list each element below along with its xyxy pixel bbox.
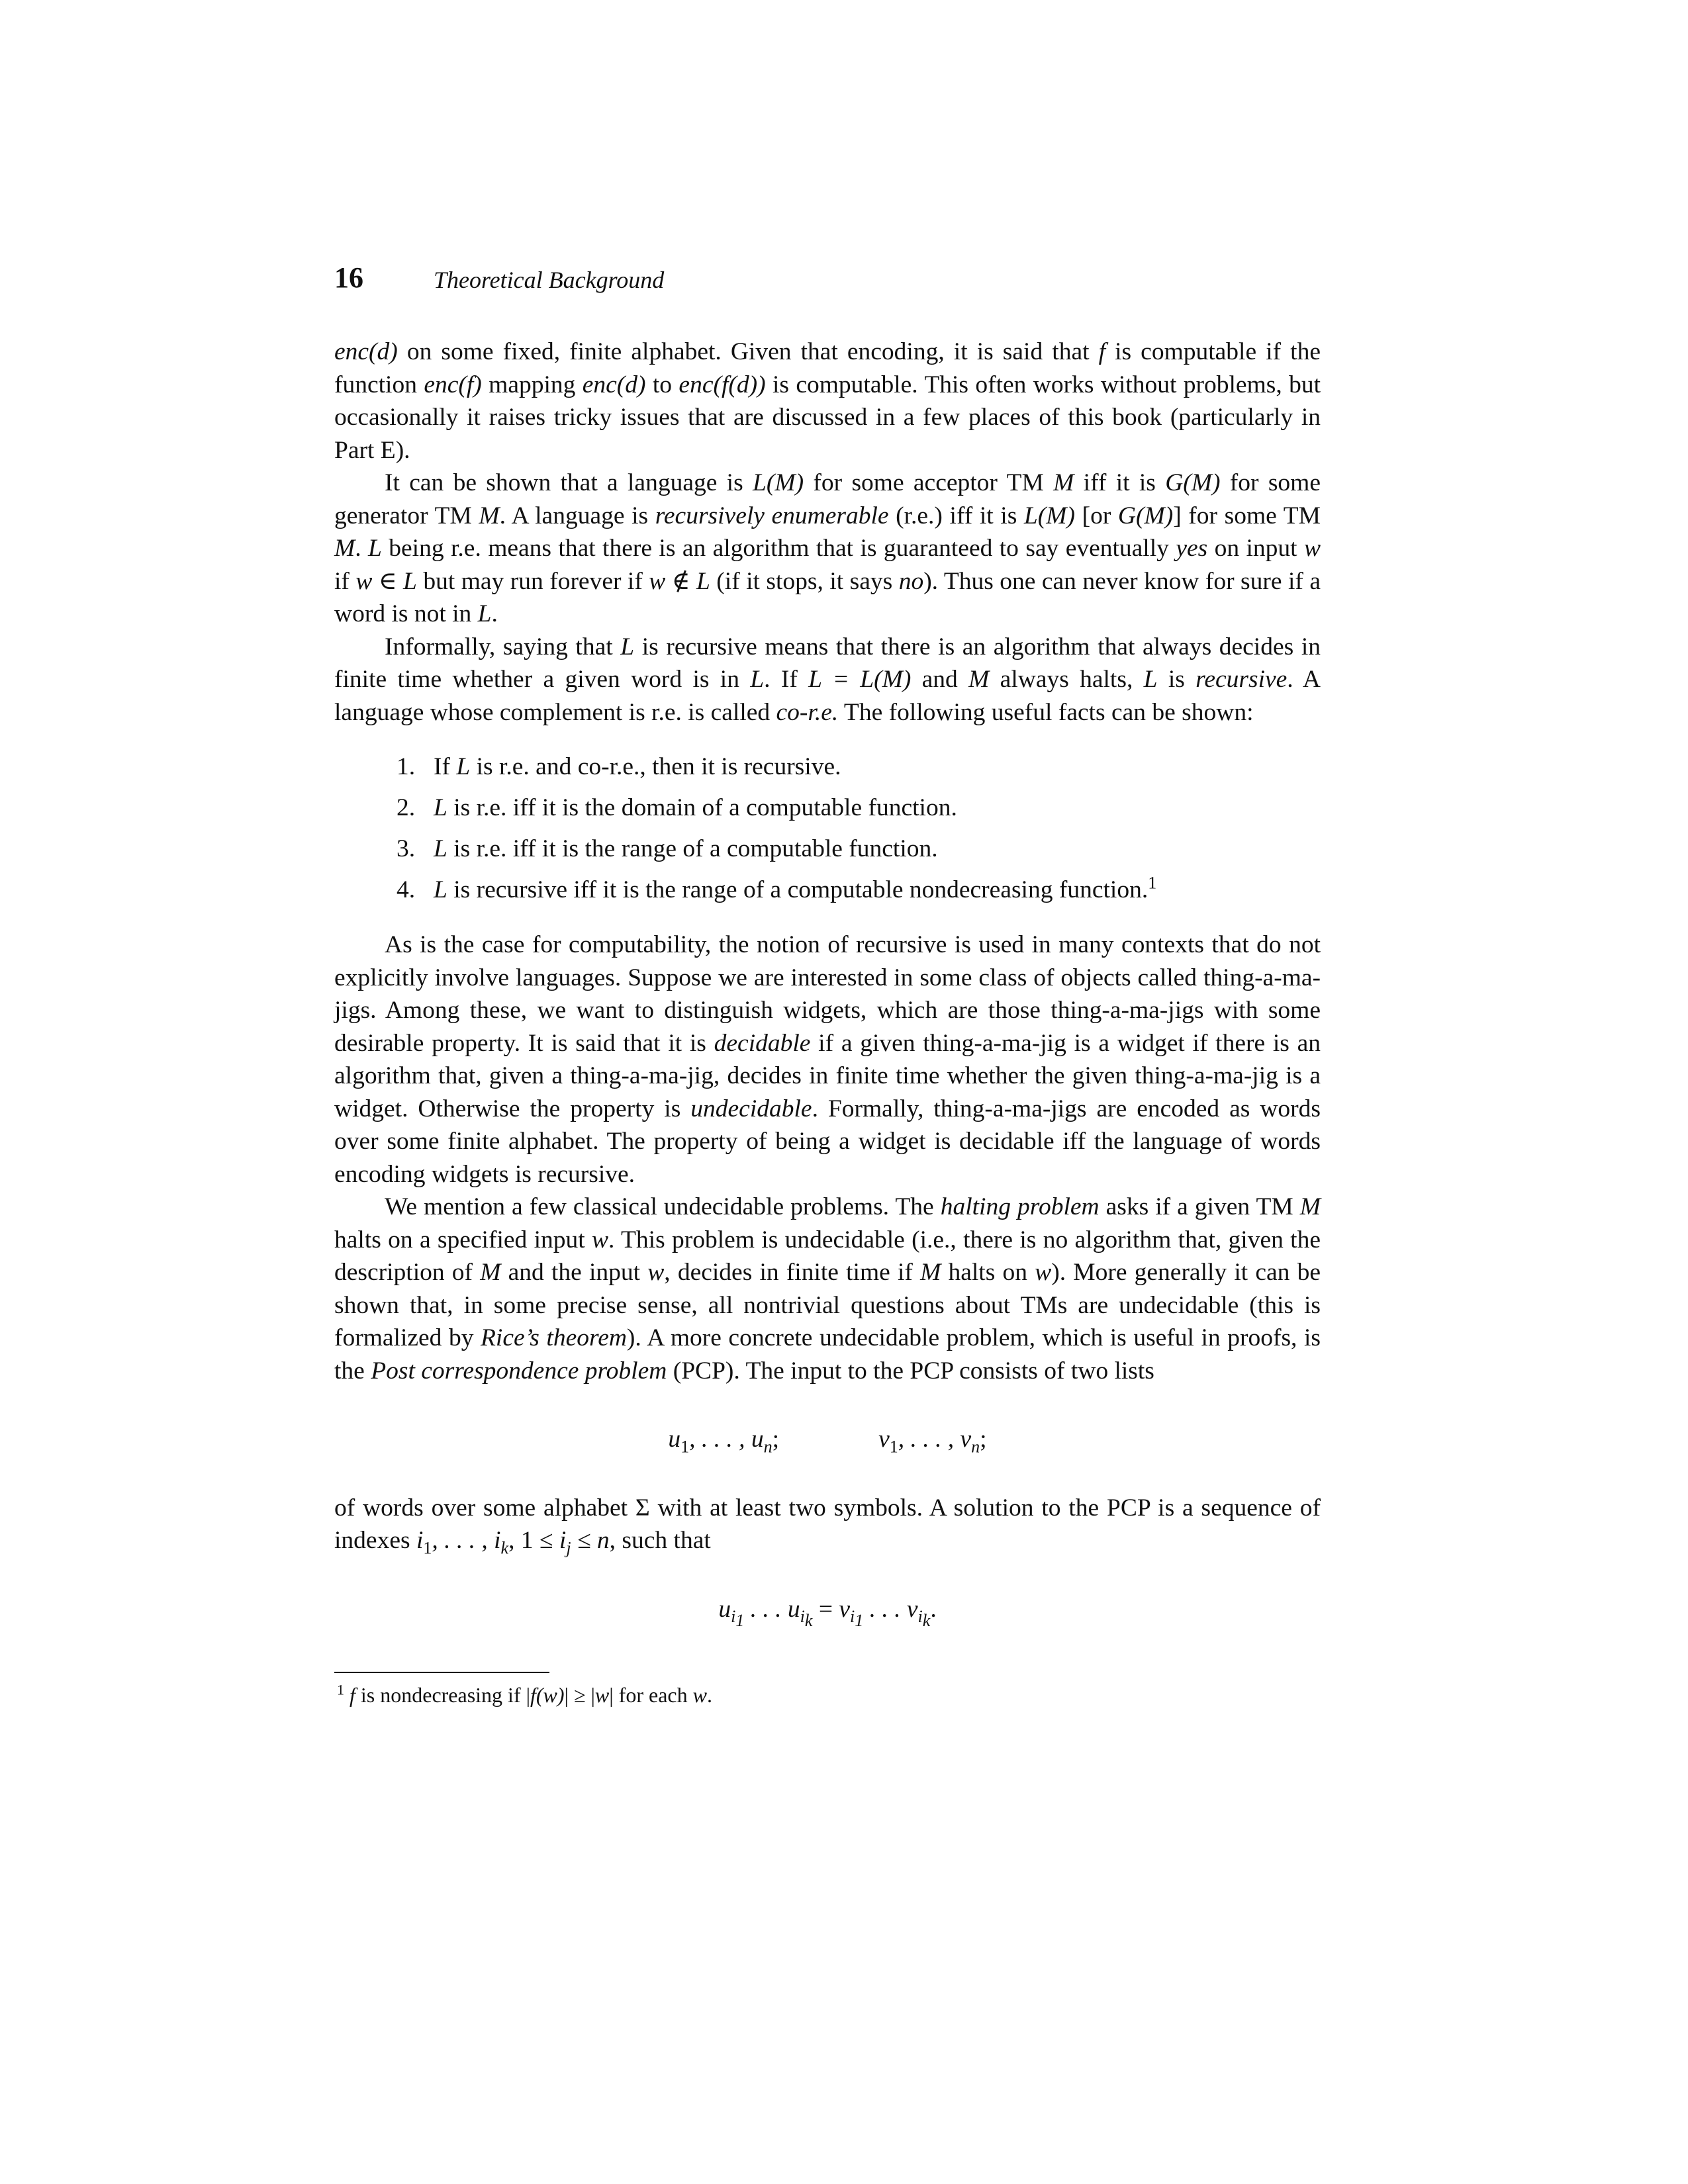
paragraph-encoding <box>334 336 1321 467</box>
emphasis: recursive <box>1196 666 1288 693</box>
text: on input <box>1207 535 1304 562</box>
math: v <box>878 1426 890 1453</box>
math: M <box>1053 469 1074 496</box>
list-item <box>334 788 1321 829</box>
subscript: i <box>731 1607 736 1626</box>
footnote-marker: 1 <box>1148 873 1157 893</box>
text: for some acceptor TM <box>804 469 1054 496</box>
text: If <box>434 753 457 780</box>
math: f(w) <box>530 1683 565 1707</box>
text: for some generator TM <box>334 469 1321 529</box>
text: As is the case for computability, the notion of recursive is used in many contexts that do not explicitly involve languages. Suppose we are interested in some class of objects called thing-a-ma-jigs. Among these, we want to distinguish widgets, which are those thing-a-ma-jigs with some desirable property. It is said that it is <box>334 931 1321 1057</box>
text: . A language whose complement is r.e. is called <box>334 666 1321 726</box>
paragraph-recursive <box>334 631 1321 729</box>
text: always halts, <box>989 666 1144 693</box>
math: L <box>750 666 765 693</box>
subscript: 1 <box>423 1538 432 1558</box>
math: , . . . , u <box>689 1426 764 1453</box>
emphasis: yes <box>1176 535 1208 562</box>
list-item <box>334 747 1321 788</box>
text: ; <box>980 1426 987 1453</box>
text: to <box>645 371 679 398</box>
page-header <box>334 261 1321 298</box>
text: . Formally, thing-a-ma-jigs are encoded as words over some finite alphabet. The property of being a widget is decidable iff the language of words encoding widgets is recursive. <box>334 1095 1321 1188</box>
math: , . . . , i <box>432 1527 501 1554</box>
text: is recursive means that there is an algorithm that always decides in finite time whether a given word is in <box>334 633 1321 693</box>
math: L <box>620 633 635 660</box>
text: and <box>911 666 969 693</box>
subscript: i <box>850 1607 855 1626</box>
list-number: 2. <box>397 794 416 821</box>
math: u <box>668 1426 681 1453</box>
math: w <box>594 1683 610 1707</box>
math: u <box>718 1595 731 1623</box>
math: M <box>968 666 990 693</box>
text: mapping <box>481 371 583 398</box>
list-number: 1. <box>397 753 416 780</box>
math: enc(f(d)) <box>679 371 766 398</box>
text: , such that <box>609 1527 711 1554</box>
text: = <box>812 1595 839 1623</box>
emphasis: halting problem <box>940 1193 1100 1220</box>
text: . <box>491 600 498 627</box>
math: L(M) <box>753 469 804 496</box>
page-number: 16 <box>334 261 363 294</box>
math: f <box>1098 338 1106 365</box>
text: halts on <box>941 1259 1035 1286</box>
text: ). More generally it can be shown that, in some precise sense, all nontrivial questions about TMs are undecidable (this is formalized by <box>334 1259 1321 1351</box>
math: G(M) <box>1117 502 1174 529</box>
math: L <box>434 794 447 821</box>
paragraph-decidable <box>334 929 1321 1191</box>
subscript: n <box>763 1437 773 1457</box>
math: f <box>350 1683 355 1707</box>
text: is recursive iff it is the range of a computable nondecreasing function. <box>447 876 1149 903</box>
emphasis: co-r.e. <box>776 698 839 726</box>
list-number: 3. <box>397 835 416 862</box>
text: ] for some TM <box>1173 502 1321 529</box>
list-number: 4. <box>397 876 416 903</box>
text: ). Thus one can never know for sure if a word is not in <box>334 567 1321 627</box>
math: L = L(M) <box>808 666 912 693</box>
math: L <box>434 876 447 903</box>
text: Informally, saying that <box>385 633 621 660</box>
paragraph-re <box>334 467 1321 631</box>
subscript: 1 <box>680 1437 690 1457</box>
text: ; <box>772 1426 780 1453</box>
text: is r.e. and co-r.e., then it is recursive. <box>470 753 841 780</box>
subscript: 1 <box>735 1611 745 1631</box>
subscript: n <box>971 1437 980 1457</box>
math: , . . . , v <box>898 1426 972 1453</box>
subscript: 1 <box>889 1437 898 1457</box>
text: iff it is <box>1074 469 1166 496</box>
subscript: j <box>566 1538 571 1558</box>
text: , decides in finite time if <box>664 1259 921 1286</box>
facts-list <box>334 747 1321 911</box>
math: w <box>592 1226 609 1253</box>
math: L <box>434 835 447 862</box>
paragraph-undecidable-problems <box>334 1191 1321 1387</box>
math: L <box>1143 666 1158 693</box>
math: w <box>692 1683 707 1707</box>
running-title: Theoretical Background <box>434 267 665 293</box>
math: i <box>416 1527 424 1554</box>
math: L(M) <box>1023 502 1075 529</box>
page-body <box>334 336 1321 1709</box>
math: enc(d) <box>334 338 398 365</box>
text: We mention a few classical undecidable problems. The <box>385 1193 941 1220</box>
text: . A language is <box>499 502 655 529</box>
math: M <box>480 1259 501 1286</box>
text: . <box>706 1683 712 1707</box>
footnote-divider <box>334 1672 549 1673</box>
math: enc(f) <box>424 371 482 398</box>
display-equation-lists <box>334 1423 1321 1456</box>
text: is <box>1157 666 1196 693</box>
text: It can be shown that a language is <box>385 469 753 496</box>
footnote <box>334 1681 1321 1709</box>
text: [or <box>1074 502 1118 529</box>
math: M <box>479 502 500 529</box>
book-page <box>334 261 1321 1709</box>
math: i <box>559 1527 567 1554</box>
text: being r.e. means that there is an algorithm that is guaranteed to say eventually <box>381 535 1176 562</box>
math: w <box>1035 1259 1052 1286</box>
text: ). A more concrete undecidable problem, which is useful in proofs, is the <box>334 1324 1321 1385</box>
math: w ∈ L <box>355 567 417 595</box>
text: of words over some alphabet Σ with at least two symbols. A solution to the PCP is a sequence of indexes <box>334 1494 1321 1554</box>
paragraph-pcp-solution <box>334 1492 1321 1557</box>
subscript: k <box>500 1538 509 1558</box>
text: if <box>334 567 356 595</box>
subscript: i <box>800 1607 805 1626</box>
display-equation-pcp <box>334 1593 1321 1631</box>
math: L <box>368 535 382 562</box>
math: w <box>647 1259 665 1286</box>
math: L <box>456 753 471 780</box>
math: . . . v <box>863 1595 918 1623</box>
text: The following useful facts can be shown: <box>838 698 1254 726</box>
text: . This problem is undecidable (i.e., there is no algorithm that, given the description of <box>334 1226 1321 1286</box>
text: on some fixed, finite alphabet. Given that encoding, it is said that <box>397 338 1099 365</box>
text: (r.e.) iff it is <box>888 502 1024 529</box>
text: asks if a given TM <box>1099 1193 1300 1220</box>
text: and the input <box>500 1259 648 1286</box>
list-item <box>334 829 1321 870</box>
text: halts on a specified input <box>334 1226 592 1253</box>
math: . . . u <box>744 1595 800 1623</box>
text: is nondecreasing if | <box>355 1683 530 1707</box>
text: . If <box>764 666 809 693</box>
math: w <box>1304 535 1321 562</box>
text: (PCP). The input to the PCP consists of two lists <box>667 1357 1154 1385</box>
subscript: 1 <box>855 1611 864 1631</box>
text: , 1 ≤ <box>508 1527 559 1554</box>
text: | ≥ | <box>564 1683 595 1707</box>
emphasis: Rice’s theorem <box>481 1324 627 1351</box>
text: | for each <box>609 1683 693 1707</box>
math: enc(d) <box>582 371 646 398</box>
math: M <box>920 1259 941 1286</box>
math: v <box>839 1595 851 1623</box>
text: (if it stops, it says <box>710 567 899 595</box>
subscript: k <box>922 1611 931 1631</box>
text: if a given thing-a-ma-jig is a widget if there is an algorithm that, given a thing-a-ma-jig, decides in finite time whether the given thing-a-ma-jig is a widget. Otherwise the property is <box>334 1029 1321 1122</box>
math: M <box>1299 1193 1321 1220</box>
math: ≤ n <box>571 1527 610 1554</box>
math: w ∉ L <box>649 567 710 595</box>
text: is r.e. iff it is the domain of a computable function. <box>447 794 957 821</box>
subscript: i <box>917 1607 923 1626</box>
text: . <box>355 535 369 562</box>
emphasis: Post correspondence problem <box>371 1357 667 1385</box>
text: is r.e. iff it is the range of a computable function. <box>447 835 938 862</box>
footnote-marker: 1 <box>337 1681 344 1698</box>
emphasis: no <box>898 567 924 595</box>
text: but may run forever if <box>416 567 649 595</box>
math: L <box>477 600 492 627</box>
text: is computable. This often works without problems, but occasionally it raises tricky issues that are discussed in a few places of this book (particularly in Part E). <box>334 371 1321 464</box>
math: M <box>334 535 355 562</box>
text: . <box>930 1595 937 1623</box>
list-item <box>334 870 1321 911</box>
subscript: k <box>804 1611 813 1631</box>
math: G(M) <box>1165 469 1221 496</box>
emphasis: decidable <box>714 1029 811 1057</box>
text: is computable if the function <box>334 338 1321 398</box>
emphasis: recursively enumerable <box>655 502 889 529</box>
emphasis: undecidable <box>690 1095 812 1122</box>
